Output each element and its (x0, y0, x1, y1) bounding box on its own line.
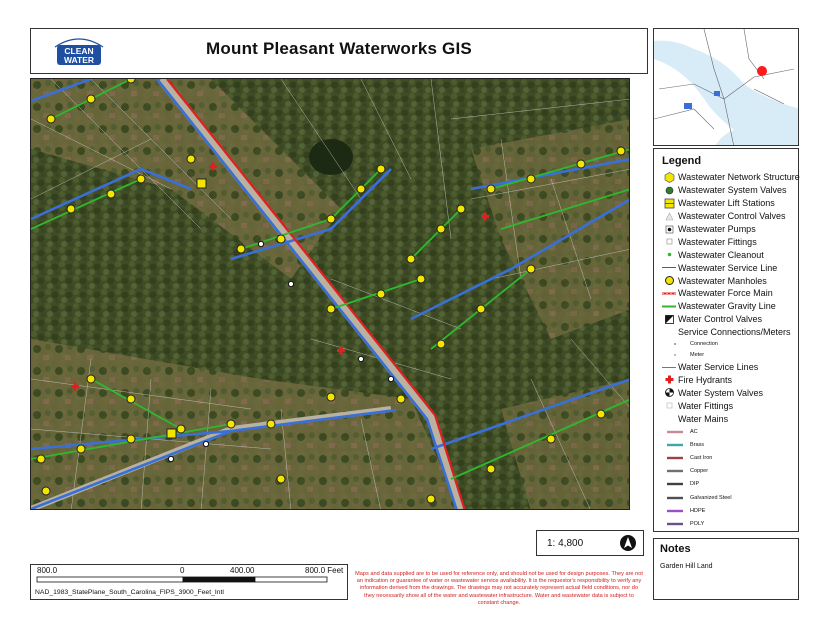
pump-icon (660, 224, 678, 235)
legend-label: Wastewater Cleanout (678, 249, 764, 260)
water-main-line-icon (660, 468, 690, 474)
legend-label: Water Control Valves (678, 314, 763, 325)
water-main-label: Copper (690, 468, 709, 475)
legend-label: Wastewater Lift Stations (678, 198, 775, 209)
legend-item (660, 248, 798, 261)
legend-label: Wastewater Manholes (678, 275, 767, 286)
lift-station[interactable] (197, 179, 206, 188)
water-mains-list (660, 425, 798, 531)
water-main-legend-item (660, 438, 798, 451)
water-main-legend-item (660, 451, 798, 464)
water-main-legend-item (660, 491, 798, 504)
legend-item (660, 184, 798, 197)
service-line-icon (660, 262, 678, 273)
legend-item (660, 361, 798, 374)
yellow-hexagon-icon (660, 172, 678, 183)
scale-label: 800.0 Feet (305, 566, 344, 575)
connection-icon (660, 341, 690, 347)
legend-label: Water Fittings (678, 400, 734, 411)
water-main-label: HDPE (690, 507, 706, 514)
legend-label: Wastewater Network Structure (678, 172, 800, 183)
legend-sub-label: Meter (690, 352, 705, 359)
legend-item (660, 261, 798, 274)
meter-icon (660, 352, 690, 358)
legend-item (660, 197, 798, 210)
water-main-line-icon (660, 508, 690, 514)
scale-ratio-box (536, 530, 644, 556)
water-main-line-icon (660, 521, 690, 527)
title-block (30, 28, 648, 74)
water-main-label: AC (690, 428, 698, 435)
legend-label: Wastewater Gravity Line (678, 301, 776, 312)
lift-station[interactable] (167, 429, 176, 438)
pond (309, 139, 353, 175)
water-main-legend-item (660, 465, 798, 478)
water-main-line-icon (660, 481, 690, 487)
water-main-label: Cast Iron (690, 455, 713, 461)
water-main-line-icon (660, 429, 690, 435)
scale-label: 400.00 (230, 566, 255, 575)
north-arrow-icon (619, 534, 637, 552)
water-main-label: Brass (690, 441, 705, 448)
water-main-label: POLY (690, 520, 705, 527)
legend-item (660, 313, 798, 326)
legend-label: Water Service Lines (678, 362, 759, 373)
legend-item (660, 223, 798, 236)
water-fitting-icon (660, 400, 678, 411)
legend-sub-item (660, 350, 798, 361)
legend-label: Fire Hydrants (678, 374, 733, 385)
inset-location-marker (757, 66, 767, 76)
water-service-line-icon (660, 362, 678, 373)
fitting-icon (660, 236, 678, 247)
water-main-line-icon (660, 455, 690, 461)
green-dot-icon (660, 185, 678, 196)
scale-bar-graphic (35, 576, 345, 584)
control-valve-icon (660, 211, 678, 222)
legend-label: Wastewater Service Line (678, 262, 778, 273)
logo-text-top: CLEAN (64, 46, 94, 56)
water-main-label: Galvanized Steel (690, 494, 732, 501)
scale-label: 0 (180, 566, 185, 575)
gravity-line-icon (660, 301, 678, 312)
water-main-line-icon (660, 442, 690, 448)
manhole-icon (660, 275, 678, 286)
legend-label: Wastewater Force Main (678, 288, 773, 299)
legend-label: Wastewater Pumps (678, 224, 756, 234)
logo-text-bottom: WATER (63, 55, 95, 65)
scale-ratio: 1: 4,800 (547, 538, 584, 549)
force-main-icon (660, 288, 678, 299)
legend-item (660, 171, 798, 184)
legend-item (660, 326, 798, 339)
notes-body: Garden Hill Land (660, 563, 713, 570)
scale-label: 800.0 (37, 566, 58, 575)
legend-item (660, 300, 798, 313)
legend-sub-label: Connection (690, 341, 718, 348)
legend-item (660, 399, 798, 412)
lift-station-icon (660, 198, 678, 209)
disclaimer-text: Maps and data supplied are to be used for reference only, and should not be used for design purposes. They are not an indication or guarantee of water or wastewater service availability. It is the requestor's responsibility to verify any information derived from the drawings. The drawings may not accurately represent actual field conditions, nor do they necessarily show all of the water and wastewater infrastructure. Water and wastewater data is subject to constant change. (355, 571, 643, 606)
legend-item (660, 412, 798, 425)
notes-panel (653, 538, 799, 600)
legend-label: Wastewater System Valves (678, 185, 787, 196)
legend-label: Wastewater Fittings (678, 236, 757, 247)
water-control-valve-icon (660, 314, 678, 325)
legend-panel (653, 148, 799, 532)
legend-title: Legend (662, 155, 702, 167)
cleanout-icon (660, 249, 678, 260)
legend-item (660, 274, 798, 287)
legend-label: Wastewater Control Valves (678, 211, 786, 222)
notes-title: Notes (660, 543, 691, 555)
main-map[interactable] (30, 78, 630, 510)
legend-item (660, 373, 798, 386)
water-main-line-icon (660, 495, 690, 501)
legend-item (660, 386, 798, 399)
locator-inset-map[interactable] (653, 28, 799, 146)
legend-item (660, 287, 798, 300)
aerial-map-canvas[interactable] (31, 79, 630, 510)
legend-label: Water Mains (678, 413, 729, 424)
legend-sub-item (660, 339, 798, 350)
inset-canvas (654, 29, 799, 146)
scale-bar (35, 565, 345, 589)
map-title: Mount Pleasant Waterworks GIS (206, 39, 472, 58)
legend-item (660, 210, 798, 223)
water-main-legend-item (660, 517, 798, 530)
water-main-legend-item (660, 425, 798, 438)
fire-hydrant-icon (660, 374, 678, 385)
water-main-legend-item (660, 478, 798, 491)
legend-label: Water System Valves (678, 387, 764, 398)
water-valve-icon (660, 387, 678, 398)
water-main-label: DIP (690, 481, 700, 488)
legend-item (660, 235, 798, 248)
scale-bar-box (30, 564, 348, 600)
water-main-legend-item (660, 504, 798, 517)
legend-label: Service Connections/Meters (678, 327, 791, 338)
projection-text: NAD_1983_StatePlane_South_Carolina_FIPS_3900_Feet_Intl (35, 589, 224, 596)
